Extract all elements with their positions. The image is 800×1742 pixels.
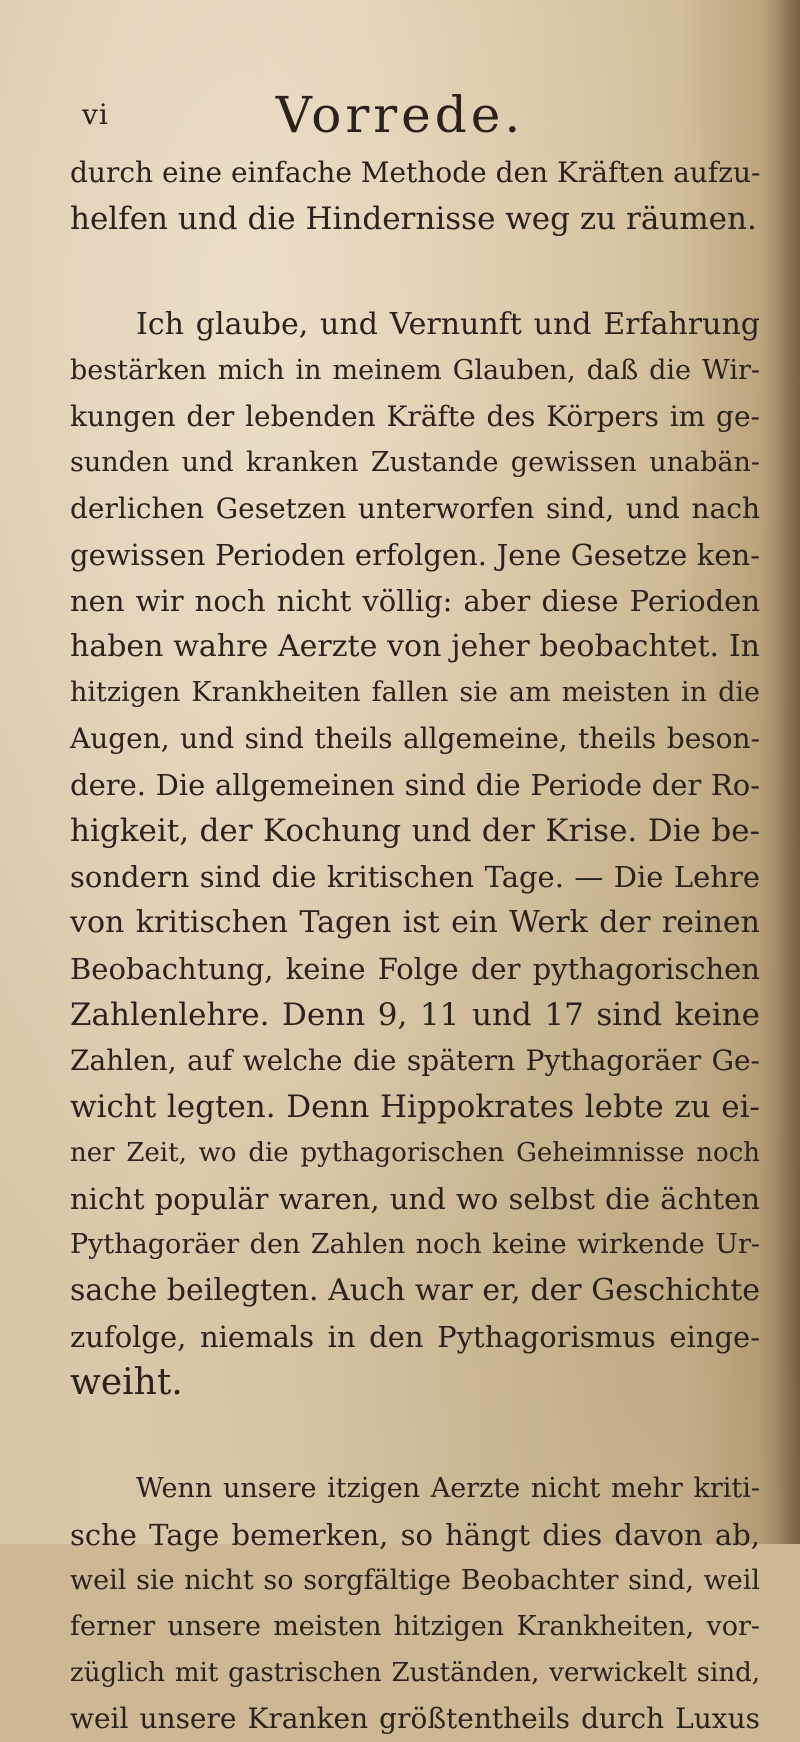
text-line: ferner unsere meisten hitzigen Krankheiten, vor- [70, 1611, 760, 1642]
text-line: Zahlen, auf welche die spätern Pythagoräer Ge- [70, 1044, 760, 1077]
text-line: züglich mit gastrischen Zuständen, verwickelt sind, [70, 1658, 760, 1688]
text-line: Beobachtung, keine Folge der pythagorischen [70, 952, 760, 986]
text-line: durch eine einfache Methode den Kräften aufzu- [70, 156, 761, 189]
body-text [70, 150, 760, 1742]
text-line: bestärken mich in meinem Glauben, daß die Wir- [70, 355, 760, 386]
paragraph-1 [70, 150, 760, 242]
text-line: derlichen Gesetzen unterworfen sind, und nach [70, 492, 760, 525]
page-number: vi [82, 98, 109, 131]
text-line: weil unsere Kranken größtentheils durch Luxus [70, 1702, 760, 1735]
text-line: wicht legten. Denn Hippokrates lebte zu ei- [70, 1089, 760, 1125]
text-line: weil sie nicht so sorgfältige Beobachter sind, weil [70, 1565, 760, 1596]
text-line: zufolge, niemals in den Pythagorismus einge- [70, 1320, 760, 1354]
text-line: dere. Die allgemeinen sind die Periode der Ro- [70, 768, 760, 802]
text-line: sondern sind die kritischen Tage. — Die Lehre [70, 860, 760, 894]
text-line: haben wahre Aerzte von jeher beobachtet. In [70, 629, 760, 664]
text-line: hitzigen Krankheiten fallen sie am meisten in die [70, 677, 760, 708]
text-line: nen wir noch nicht völlig: aber diese Perioden [70, 584, 760, 618]
text-line: sche Tage bemerken, so hängt dies davon ab, [70, 1518, 760, 1552]
text-line: ner Zeit, wo die pythagorischen Geheimnisse noch [70, 1138, 760, 1168]
text-line: helfen und die Hindernisse weg zu räumen. [70, 201, 757, 237]
text-line: weiht. [70, 1362, 183, 1403]
paragraph-gap [70, 1406, 760, 1466]
text-line: Augen, und sind theils allgemeine, theils beson- [70, 722, 760, 755]
text-line: nicht populär waren, und wo selbst die ächten [70, 1182, 760, 1216]
text-line: Wenn unsere itzigen Aerzte nicht mehr kriti- [136, 1473, 760, 1504]
text-line: sunden und kranken Zustande gewissen unabän- [70, 447, 760, 478]
text-line: gewissen Perioden erfolgen. Jene Gesetze ken- [70, 538, 760, 572]
paragraph-gap [70, 242, 760, 302]
paragraph-3 [70, 1466, 760, 1742]
text-line: Zahlenlehre. Denn 9, 11 und 17 sind keine [70, 997, 760, 1033]
text-line: kungen der lebenden Kräfte des Körpers im ge- [70, 400, 760, 433]
text-line: higkeit, der Kochung und der Krise. Die be- [70, 813, 760, 849]
page-edge-shadow [760, 0, 800, 1544]
text-line: von kritischen Tagen ist ein Werk der reinen [70, 905, 760, 940]
paragraph-2 [70, 302, 760, 1406]
page-header [0, 86, 800, 146]
text-line: Ich glaube, und Vernunft und Erfahrung [136, 307, 760, 342]
text-line: Pythagoräer den Zahlen noch keine wirkende Ur- [70, 1229, 760, 1260]
text-line: sache beilegten. Auch war er, der Geschichte [70, 1273, 760, 1308]
running-title: Vorrede. [275, 86, 525, 144]
